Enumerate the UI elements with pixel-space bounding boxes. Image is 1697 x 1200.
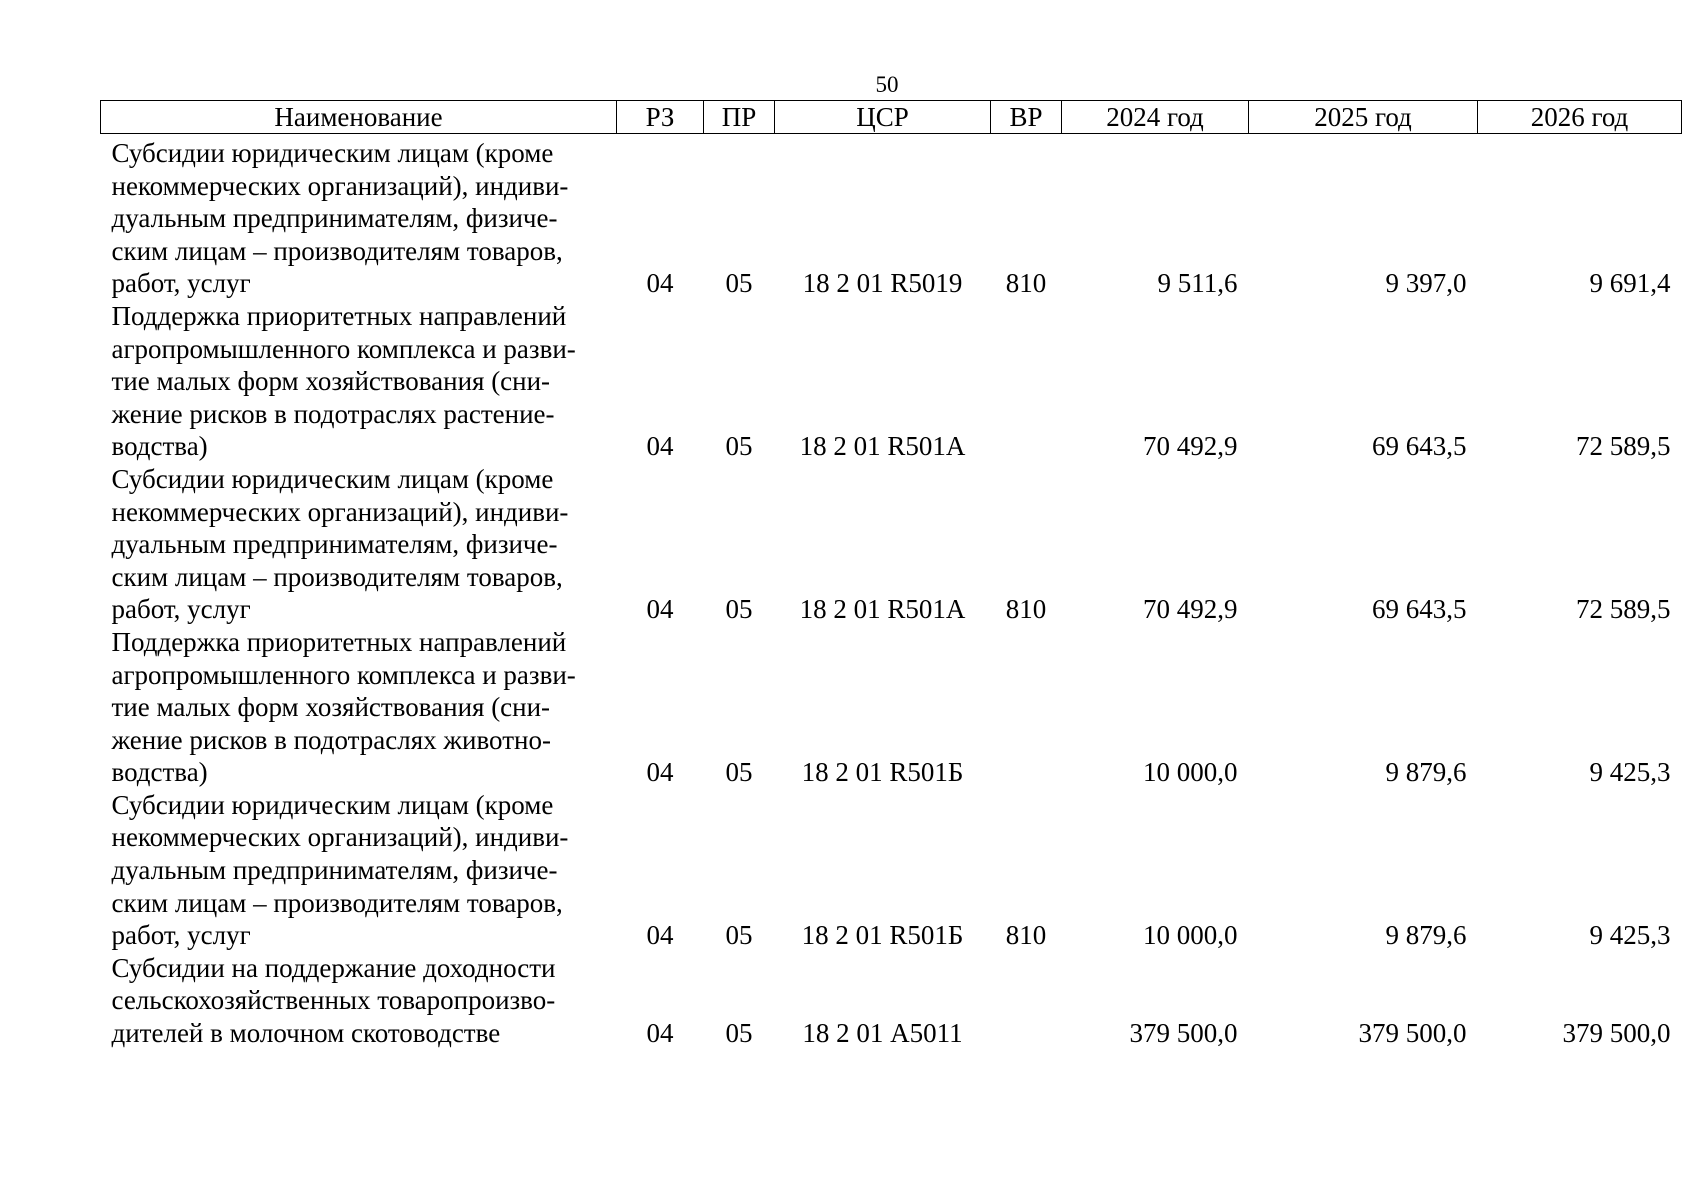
cell-vr: 810 xyxy=(1005,920,1047,951)
cell-csr: 18 2 01 А5011 xyxy=(802,1018,963,1049)
table-row xyxy=(101,463,1682,626)
header-2026: 2026 год xyxy=(1478,101,1682,134)
table-row xyxy=(101,789,1682,952)
cell-2025: 69 643,5 xyxy=(1372,431,1467,462)
cell-2024: 10 000,0 xyxy=(1143,757,1238,788)
name-line: Субсидии на поддержание доходности xyxy=(111,952,556,983)
cell-2026: 379 500,0 xyxy=(1562,1018,1671,1049)
cell-name xyxy=(101,952,617,1050)
cell-csr: 18 2 01 R501Б xyxy=(801,920,964,951)
cell-rz: 04 xyxy=(646,594,674,625)
cell-rz: 04 xyxy=(646,268,674,299)
cell-2024: 70 492,9 xyxy=(1143,431,1238,462)
cell-2024: 379 500,0 xyxy=(1129,1018,1238,1049)
name-line: Субсидии юридическим лицам (кроме xyxy=(111,789,554,820)
cell-2026: 9 425,3 xyxy=(1589,920,1671,951)
name-line: работ, услуг xyxy=(111,594,251,625)
cell-rz: 04 xyxy=(646,431,674,462)
cell-name xyxy=(101,626,617,789)
cell-2025: 69 643,5 xyxy=(1372,594,1467,625)
name-line: ским лицам – производителям товаров, xyxy=(111,235,563,266)
name-line: Поддержка приоритетных направлений xyxy=(111,626,567,657)
name-line: работ, услуг xyxy=(111,268,251,299)
name-line: тие малых форм хозяйствования (сни- xyxy=(111,692,551,723)
cell-pr: 05 xyxy=(725,757,753,788)
header-vr: ВР xyxy=(991,101,1062,134)
table-row xyxy=(101,952,1682,1050)
name-line: тие малых форм хозяйствования (сни- xyxy=(111,366,551,397)
cell-pr: 05 xyxy=(725,1018,753,1049)
name-line: жение рисков в подотраслях животно- xyxy=(111,724,551,755)
cell-name xyxy=(101,789,617,952)
cell-csr: 18 2 01 R501Б xyxy=(801,757,964,788)
table-header xyxy=(101,101,1682,134)
cell-2025: 9 879,6 xyxy=(1385,757,1467,788)
cell-2026: 72 589,5 xyxy=(1576,431,1671,462)
header-csr: ЦСР xyxy=(775,101,991,134)
name-line: водства) xyxy=(111,757,208,788)
name-line: жение рисков в подотраслях растение- xyxy=(111,398,555,429)
table-row xyxy=(101,134,1682,300)
name-line: Субсидии юридическим лицам (кроме xyxy=(111,138,554,168)
cell-2026: 9 691,4 xyxy=(1589,268,1671,299)
name-line: водства) xyxy=(111,431,208,462)
name-line: дителей в молочном скотоводстве xyxy=(111,1018,501,1049)
cell-csr: 18 2 01 R501А xyxy=(799,594,966,625)
name-line: дуальным предпринимателям, физиче- xyxy=(111,855,558,886)
cell-csr: 18 2 01 R501А xyxy=(799,431,966,462)
header-name: Наименование xyxy=(101,101,617,134)
name-line: агропромышленного комплекса и разви- xyxy=(111,333,576,364)
cell-2024: 10 000,0 xyxy=(1143,920,1238,951)
cell-pr: 05 xyxy=(725,268,753,299)
name-line: Поддержка приоритетных направлений xyxy=(111,300,567,331)
header-2025: 2025 год xyxy=(1249,101,1478,134)
cell-vr: 810 xyxy=(1005,594,1047,625)
cell-csr: 18 2 01 R5019 xyxy=(802,268,963,299)
cell-pr: 05 xyxy=(725,431,753,462)
header-pr: ПР xyxy=(704,101,775,134)
cell-2024: 9 511,6 xyxy=(1157,268,1238,299)
page-number: 50 xyxy=(875,72,899,97)
name-line: некоммерческих организаций), индиви- xyxy=(111,170,569,201)
table-row xyxy=(101,300,1682,463)
name-line: агропромышленного комплекса и разви- xyxy=(111,659,576,690)
cell-name xyxy=(101,463,617,626)
name-line: ским лицам – производителям товаров, xyxy=(111,887,563,918)
header-rz: РЗ xyxy=(617,101,704,134)
cell-2024: 70 492,9 xyxy=(1143,594,1238,625)
cell-2025: 9 397,0 xyxy=(1385,268,1467,299)
cell-2025: 9 879,6 xyxy=(1385,920,1467,951)
cell-rz: 04 xyxy=(646,757,674,788)
cell-vr: 810 xyxy=(1005,268,1047,299)
table-body xyxy=(101,134,1682,1050)
budget-table xyxy=(100,100,1682,1050)
cell-pr: 05 xyxy=(725,594,753,625)
name-line: ским лицам – производителям товаров, xyxy=(111,561,563,592)
cell-name xyxy=(101,300,617,463)
header-2024: 2024 год xyxy=(1062,101,1249,134)
name-line: дуальным предпринимателям, физиче- xyxy=(111,203,558,234)
name-line: сельскохозяйственных товаропроизво- xyxy=(111,985,556,1016)
table-row xyxy=(101,626,1682,789)
cell-rz: 04 xyxy=(646,1018,674,1049)
cell-rz: 04 xyxy=(646,920,674,951)
cell-vr xyxy=(991,952,1062,1050)
name-line: дуальным предпринимателям, физиче- xyxy=(111,529,558,560)
name-line: некоммерческих организаций), индиви- xyxy=(111,496,569,527)
cell-vr xyxy=(991,626,1062,789)
cell-2026: 72 589,5 xyxy=(1576,594,1671,625)
name-line: работ, услуг xyxy=(111,920,251,951)
name-line: некоммерческих организаций), индиви- xyxy=(111,822,569,853)
cell-2026: 9 425,3 xyxy=(1589,757,1671,788)
cell-2025: 379 500,0 xyxy=(1358,1018,1467,1049)
name-line: Субсидии юридическим лицам (кроме xyxy=(111,463,554,494)
cell-pr: 05 xyxy=(725,920,753,951)
cell-vr xyxy=(991,300,1062,463)
cell-name xyxy=(101,134,617,300)
